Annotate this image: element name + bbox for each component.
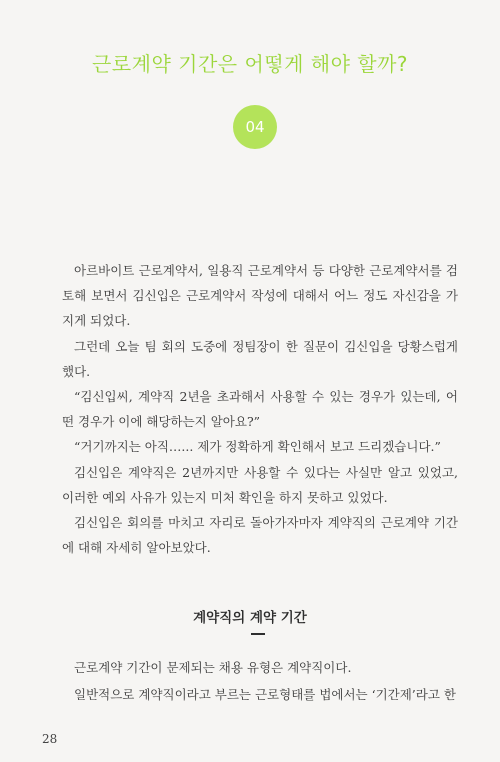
body-paragraph: 아르바이트 근로계약서, 일용직 근로계약서 등 다양한 근로계약서를 검토해 보면서 김신입은 근로계약서 작성에 대해서 어느 정도 자신감을 가지게 되었다. [62, 263, 458, 329]
section-heading: 계약직의 계약 기간 [193, 610, 307, 626]
chapter-title: 근로계약 기간은 어떻게 해야 할까? [91, 52, 409, 76]
page-number: 28 [42, 732, 58, 746]
body-paragraph: “김신입씨, 계약직 2년을 초과해서 사용할 수 있는 경우가 있는데, 어떤 경우가 이에 해당하는지 알아요?” [62, 389, 458, 430]
section-paragraph: 근로계약 기간이 문제되는 채용 유형은 계약직이다. [74, 660, 352, 675]
body-paragraph: 김신입은 회의를 마치고 자리로 돌아가자마자 계약직의 근로계약 기간에 대해 자세히 알아보았다. [62, 515, 458, 556]
section-paragraph: 일반적으로 계약직이라고 부르는 근로형태를 법에서는 ‘기간제’라고 한 [74, 687, 456, 702]
section-text [62, 654, 462, 708]
body-paragraph: 그런데 오늘 팀 회의 도중에 정팀장이 한 질문이 김신입을 당황스럽게 했다. [62, 338, 458, 379]
body-paragraph: 김신입은 계약직은 2년까지만 사용할 수 있다는 사실만 알고 있었고, 이러한 예외 사유가 있는지 미처 확인을 하지 못하고 있었다. [62, 464, 458, 505]
section-heading-underline [251, 633, 265, 635]
body-text [62, 258, 458, 560]
body-paragraph: “거기까지는 아직…... 제가 정확하게 확인해서 보고 드리겠습니다.” [74, 439, 441, 455]
chapter-number-badge: 04 [233, 105, 277, 149]
